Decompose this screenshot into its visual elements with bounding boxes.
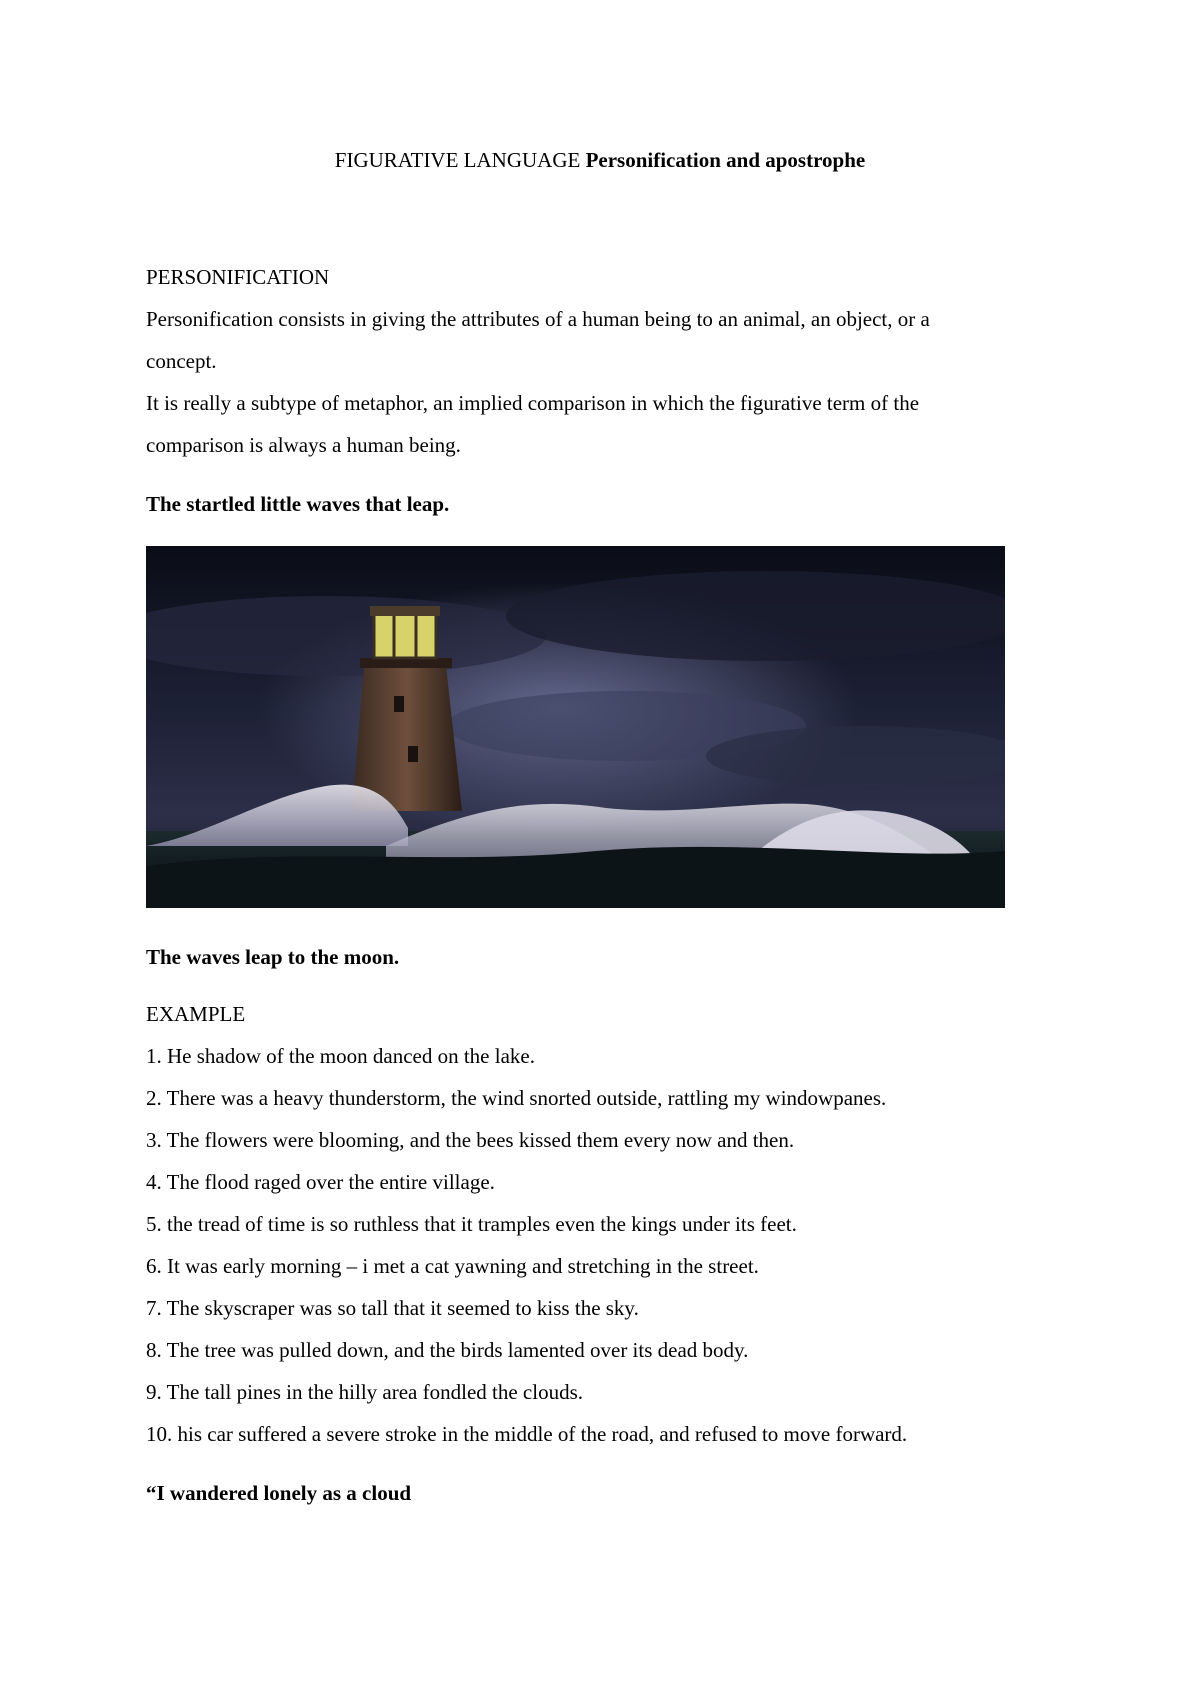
example-item: 2. There was a heavy thunderstorm, the wind snorted outside, rattling my windowpanes. [146,1086,887,1110]
definition-line-2: concept. [146,349,217,373]
quote-waves-moon: The waves leap to the moon. [146,945,400,969]
title-bold: Personification and apostrophe [585,148,866,172]
example-item: 5. the tread of time is so ruthless that it tramples even the kings under its feet. [146,1212,797,1236]
page-title [0,147,1200,173]
example-item: 8. The tree was pulled down, and the birds lamented over its dead body. [146,1338,749,1362]
heading-example: EXAMPLE [146,1002,246,1026]
lighthouse-storm-image [146,546,1005,908]
subtype-line-2: comparison is always a human being. [146,433,461,457]
title-plain: FIGURATIVE LANGUAGE [334,148,581,172]
quote-wandered-lonely: “I wandered lonely as a cloud [146,1481,412,1505]
example-item: 7. The skyscraper was so tall that it seemed to kiss the sky. [146,1296,639,1320]
heading-personification: PERSONIFICATION [146,265,330,289]
example-item: 9. The tall pines in the hilly area fondled the clouds. [146,1380,584,1404]
subtype-line-1: It is really a subtype of metaphor, an implied comparison in which the figurative term of the [146,391,920,415]
definition-line-1: Personification consists in giving the attributes of a human being to an animal, an object, or a [146,307,930,331]
example-item: 6. It was early morning – i met a cat yawning and stretching in the street. [146,1254,759,1278]
example-item: 10. his car suffered a severe stroke in the middle of the road, and refused to move forward. [146,1422,908,1446]
lighthouse-illustration [146,546,1005,908]
example-item: 3. The flowers were blooming, and the bees kissed them every now and then. [146,1128,795,1152]
example-item: 1. He shadow of the moon danced on the lake. [146,1044,535,1068]
quote-startled-waves: The startled little waves that leap. [146,492,450,516]
example-item: 4. The flood raged over the entire village. [146,1170,495,1194]
